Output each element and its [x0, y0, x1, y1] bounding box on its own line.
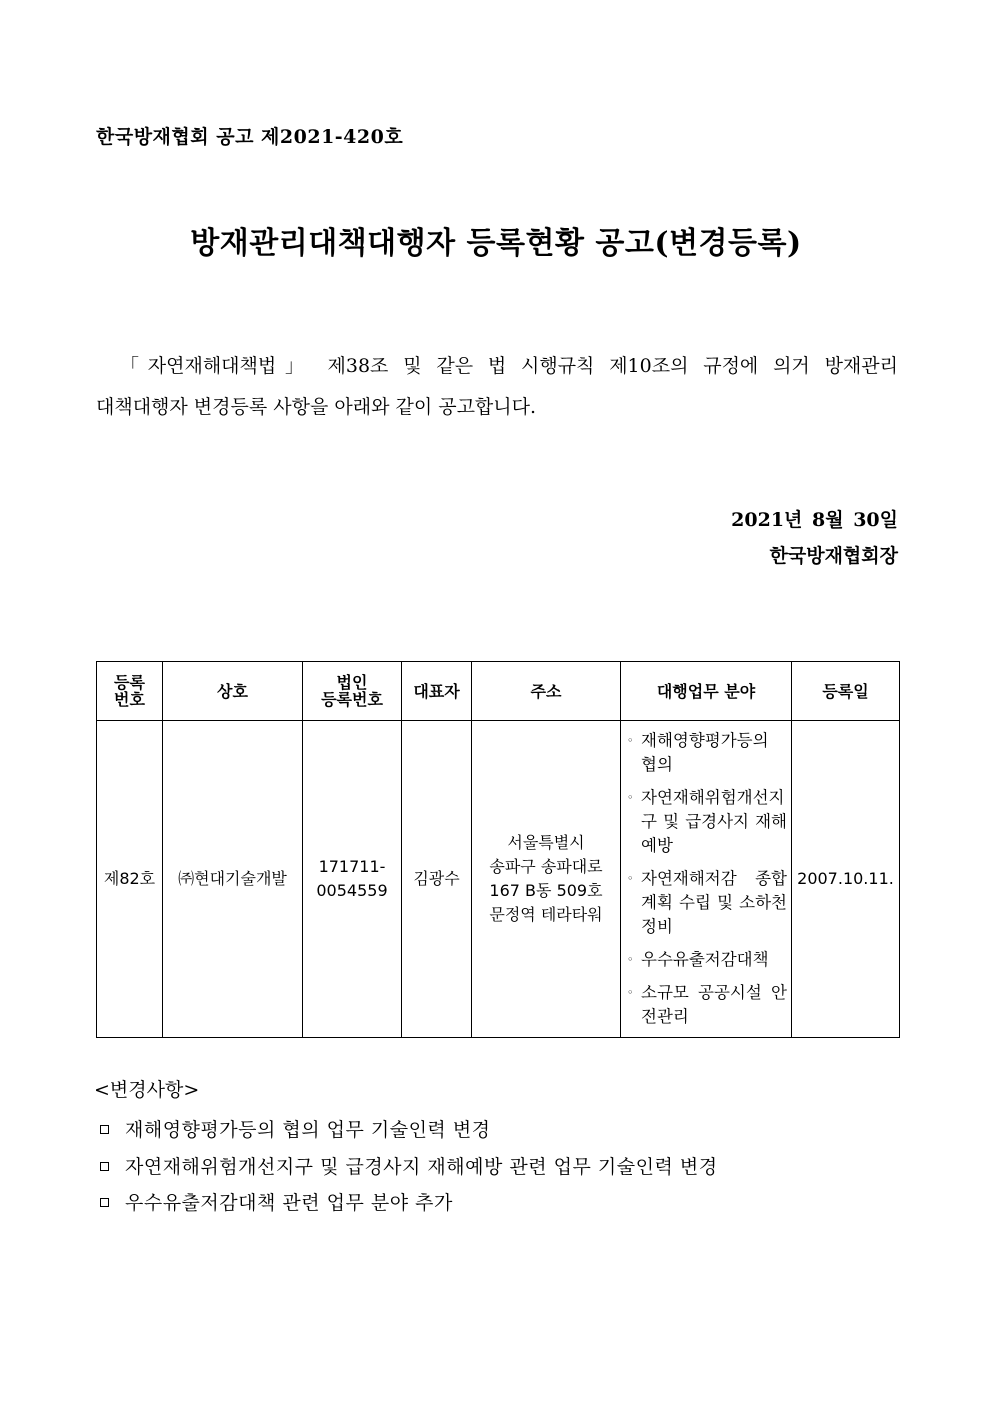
table-row [97, 721, 900, 1038]
cell-representative: 김광수 [402, 721, 472, 1038]
field-text: 소규모 공공시설 안전관리 [641, 983, 787, 1026]
header-fields: 대행업무 분야 [621, 662, 792, 721]
notice-date: 2021년 8월 30일 [731, 509, 898, 531]
cell-company: ㈜현대기술개발 [163, 721, 303, 1038]
square-bullet-icon [100, 1125, 109, 1134]
changes-item [100, 1115, 491, 1142]
document-title: 방재관리대책대행자 등록현황 공고(변경등록) [190, 226, 802, 261]
bullet-icon: ◦ [627, 872, 634, 885]
bullet-icon: ◦ [627, 791, 634, 804]
changes-item-text: 우수유출저감대책 관련 업무 분야 추가 [125, 1192, 453, 1214]
header-corp-no [303, 662, 402, 721]
corp-no-line1: 171711- [318, 857, 386, 876]
square-bullet-icon [100, 1198, 109, 1207]
header-corp-no-line2: 등록번호 [321, 690, 383, 709]
header-reg-no-line1: 등록 [114, 673, 145, 692]
list-item [627, 786, 787, 858]
fields-list [621, 725, 791, 1033]
address-line1: 서울특별시 [507, 833, 585, 852]
cell-reg-no: 제82호 [97, 721, 163, 1038]
changes-item-text: 재해영향평가등의 협의 업무 기술인력 변경 [125, 1119, 491, 1141]
header-company: 상호 [163, 662, 303, 721]
cell-fields [621, 721, 792, 1038]
notice-number: 한국방재협회 공고 제2021-420호 [96, 126, 404, 148]
table-header-row [97, 662, 900, 721]
header-address: 주소 [472, 662, 621, 721]
field-text: 자연재해위험개선지구 및 급경사지 재해예방 [641, 788, 787, 855]
registration-table [96, 661, 900, 1038]
square-bullet-icon [100, 1162, 109, 1171]
body-line-1: 「자연재해대책법」 제38조 및 같은 법 시행규칙 제10조의 규정에 의거 방재관리 [120, 355, 898, 377]
cell-corp-no [303, 721, 402, 1038]
bullet-icon: ◦ [627, 986, 634, 999]
cell-reg-date: 2007.10.11. [792, 721, 900, 1038]
list-item [627, 948, 787, 972]
corp-no-line2: 0054559 [316, 881, 388, 900]
field-text: 재해영향평가등의 협의 [641, 731, 769, 774]
header-representative: 대표자 [402, 662, 472, 721]
header-corp-no-line1: 법인 [336, 673, 368, 692]
bullet-icon: ◦ [627, 734, 634, 747]
list-item [627, 729, 787, 777]
changes-heading: <변경사항> [94, 1079, 200, 1101]
body-line-2: 대책대행자 변경등록 사항을 아래와 같이 공고합니다. [96, 396, 537, 418]
changes-item-text: 자연재해위험개선지구 및 급경사지 재해예방 관련 업무 기술인력 변경 [125, 1156, 718, 1178]
field-text: 자연재해저감 종합계획 수립 및 소하천정비 [641, 869, 787, 936]
list-item [627, 867, 787, 939]
changes-item [100, 1188, 453, 1215]
bullet-icon: ◦ [627, 953, 634, 966]
list-item [627, 981, 787, 1029]
header-reg-date: 등록일 [792, 662, 900, 721]
address-line3: 167 B동 509호 [489, 881, 603, 900]
body-paragraph [96, 346, 898, 428]
changes-item [100, 1152, 718, 1179]
address-line2: 송파구 송파대로 [489, 857, 603, 876]
field-text: 우수유출저감대책 [641, 950, 769, 969]
cell-address [472, 721, 621, 1038]
header-reg-no [97, 662, 163, 721]
header-reg-no-line2: 번호 [114, 690, 145, 709]
issuer-name: 한국방재협회장 [769, 545, 898, 567]
address-line4: 문정역 테라타워 [489, 905, 603, 924]
